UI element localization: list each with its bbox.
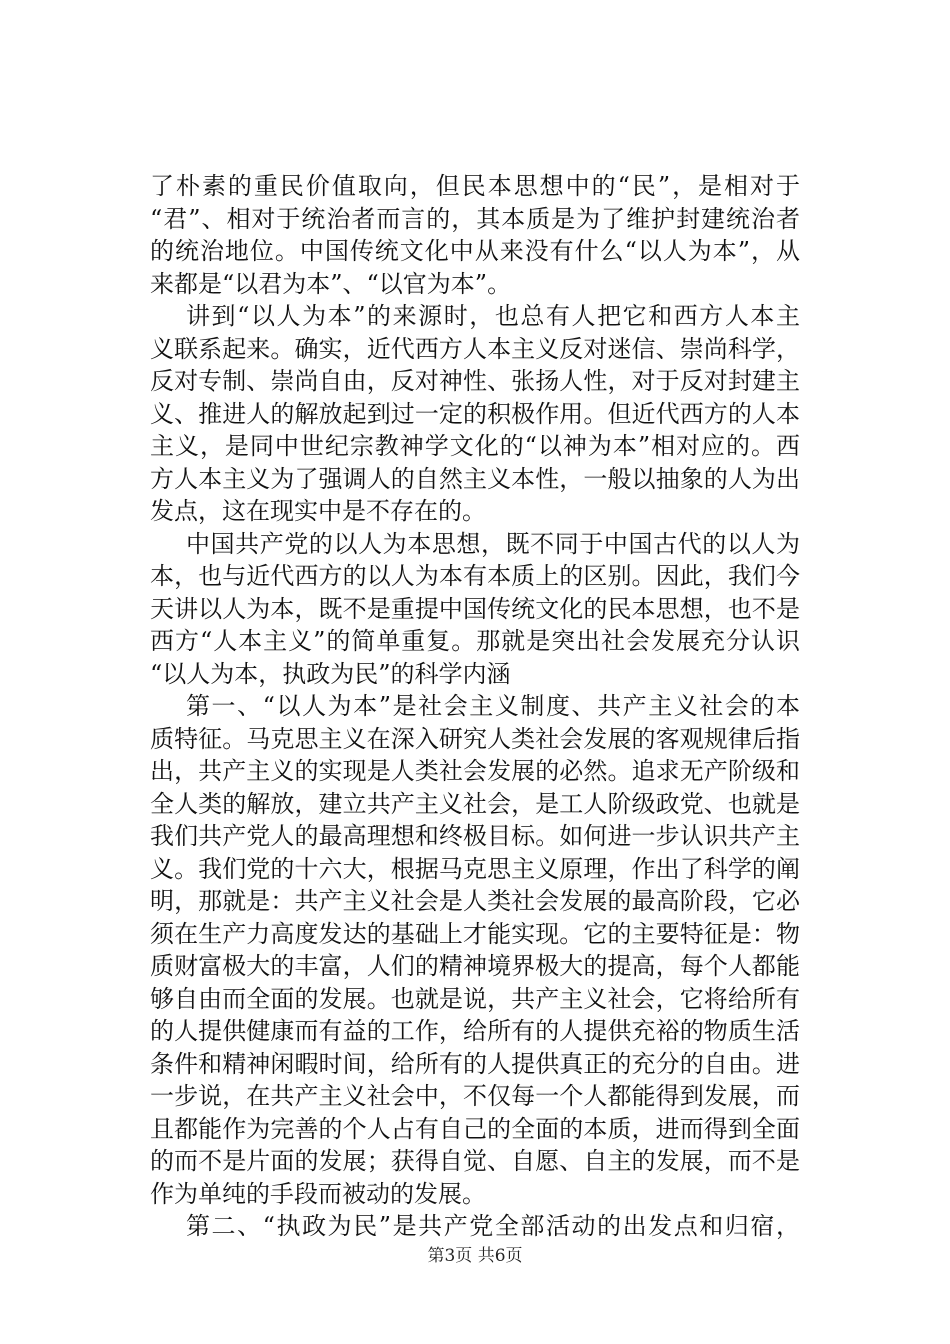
text-line: 全人类的解放，建立共产主义社会，是工人阶级政党、也就是	[150, 789, 800, 818]
text-line: 的而不是片面的发展；获得自觉、自愿、自主的发展，而不是	[150, 1147, 800, 1175]
text-line: 义、推进人的解放起到过一定的积极作用。但近代西方的人本	[150, 399, 800, 428]
text-line: 义。我们党的十六大，根据马克思主义原理，作出了科学的阐	[150, 854, 800, 883]
text-line: 义联系起来。确实，近代西方人本主义反对迷信、崇尚科学，	[150, 334, 800, 363]
text-line: 了朴素的重民价值取向，但民本思想中的“民”，是相对于	[150, 172, 800, 200]
text-line: 的人提供健康而有益的工作，给所有的人提供充裕的物质生活	[150, 1017, 800, 1045]
text-line: 本，也与近代西方的以人为本有本质上的区别。因此，我们今	[150, 562, 800, 590]
text-line: “君”、相对于统治者而言的，其本质是为了维护封建统治者	[150, 204, 800, 233]
text-line: 一步说，在共产主义社会中，不仅每一个人都能得到发展，而	[150, 1082, 800, 1110]
text-line: 第二、“执政为民”是共产党全部活动的出发点和归宿，	[186, 1212, 800, 1240]
text-line: 条件和精神闲暇时间，给所有的人提供真正的充分的自由。进	[150, 1049, 800, 1078]
text-line: 质财富极大的丰富，人们的精神境界极大的提高，每个人都能	[150, 952, 800, 980]
page-footer: 第3页 共6页	[427, 1246, 523, 1266]
text-line: 的统治地位。中国传统文化中从来没有什么“以人为本”，从	[150, 237, 800, 265]
text-line: 明，那就是：共产主义社会是人类社会发展的最高阶段，它必	[150, 887, 800, 915]
text-line: 出，共产主义的实现是人类社会发展的必然。追求无产阶级和	[150, 757, 800, 785]
document-body	[150, 170, 800, 1243]
text-line: 第一、“以人为本”是社会主义制度、共产主义社会的本	[186, 692, 800, 720]
text-line: 来都是“以君为本”、“以官为本”。	[150, 269, 512, 298]
text-line: 我们共产党人的最高理想和终极目标。如何进一步认识共产主	[150, 822, 800, 850]
text-line: 发点，这在现实中是不存在的。	[150, 497, 486, 525]
text-line: 且都能作为完善的个人占有自己的全面的本质，进而得到全面	[150, 1114, 800, 1143]
text-line: 作为单纯的手段而被动的发展。	[150, 1179, 486, 1208]
text-line: 须在生产力高度发达的基础上才能实现。它的主要特征是：物	[150, 919, 800, 948]
text-line: 质特征。马克思主义在深入研究人类社会发展的客观规律后指	[150, 724, 800, 753]
text-line: 方人本主义为了强调人的自然主义本性，一般以抽象的人为出	[150, 464, 800, 493]
text-line: 反对专制、崇尚自由，反对神性、张扬人性，对于反对封建主	[150, 367, 800, 395]
text-line: 中国共产党的以人为本思想，既不同于中国古代的以人为	[186, 529, 800, 558]
text-line: 够自由而全面的发展。也就是说，共产主义社会，它将给所有	[150, 984, 800, 1013]
text-line: 主义，是同中世纪宗教神学文化的“以神为本”相对应的。西	[150, 432, 800, 460]
text-line: 西方“人本主义”的简单重复。那就是突出社会发展充分认识	[150, 627, 800, 655]
text-line: 天讲以人为本，既不是重提中国传统文化的民本思想，也不是	[150, 594, 800, 623]
text-line: 讲到“以人为本”的来源时，也总有人把它和西方人本主	[186, 302, 800, 330]
text-line: “以人为本，执政为民”的科学内涵	[150, 659, 511, 688]
